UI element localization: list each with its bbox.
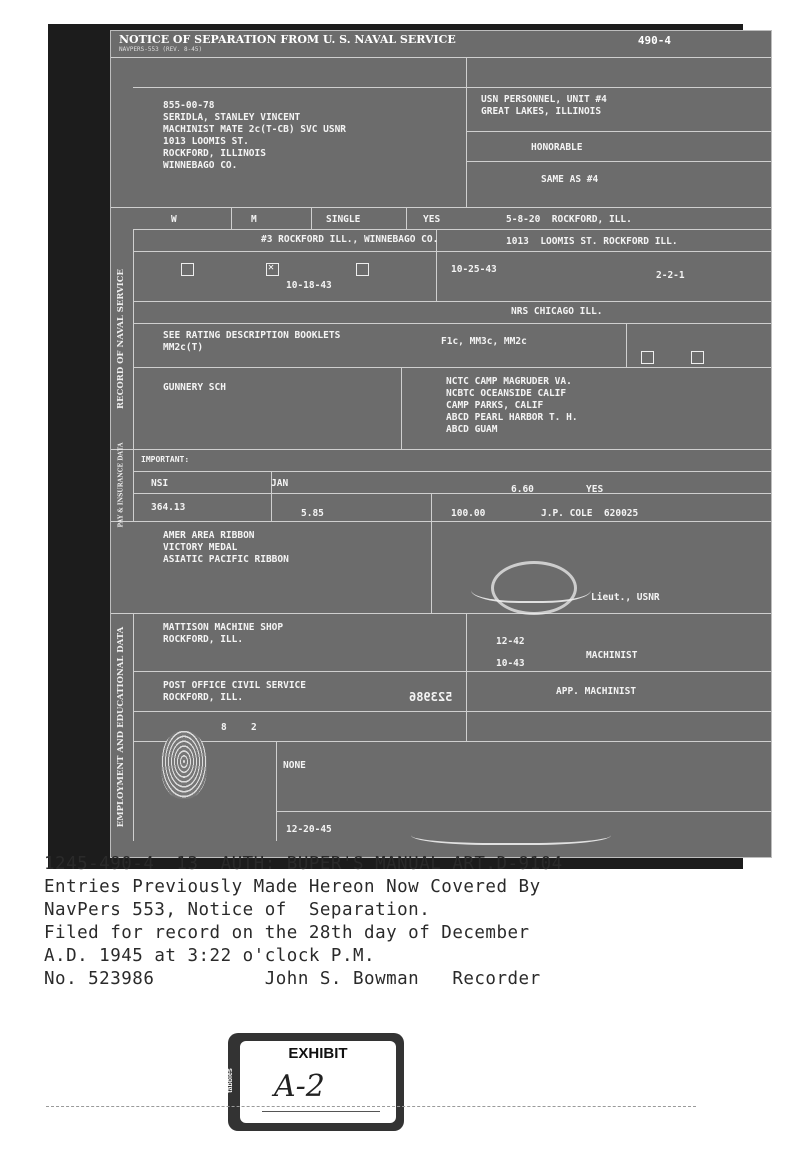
employment-address: SAME AS #4 [541,174,599,185]
job-preference-2: ROCKFORD, ILL. [163,692,244,703]
service-number: 855-00-78 [163,100,215,111]
checkbox-enlisted [266,263,279,276]
job-preference-1: POST OFFICE CIVIL SERVICE [163,680,306,691]
recorder-line-4: Filed for record on the 28th day of December [44,923,530,943]
marital-status: SINGLE [326,214,361,225]
form-header [111,31,771,58]
address-city: ROCKFORD, ILLINOIS [163,148,266,159]
home-at-entry: 1013 LOOMIS ST. ROCKFORD ILL. [506,236,678,247]
veteran-signature [411,821,611,845]
record-number-mirrored: 523986 [409,690,453,704]
last-employer-1: MATTISON MACHINE SHOP [163,622,284,633]
travel-allowance: 5.85 [301,508,324,519]
off-duty-education: NONE [283,760,306,771]
employed-from: 12-42 [496,636,525,647]
sex: M [251,214,257,225]
sidebar-naval-service: RECORD OF NAVAL SERVICE [111,229,134,449]
race: W [171,214,177,225]
station-2: NCBTC OCEANSIDE CALIF [446,388,567,399]
exhibit-underline [262,1111,380,1112]
separation-date: 12-20-45 [286,824,332,835]
veteran-name: SERIDLA, STANLEY VINCENT [163,112,301,123]
exhibit-heading: EXHIBIT [288,1045,348,1062]
sidebar-employment: EMPLOYMENT AND EDUCATIONAL DATA [111,613,134,841]
decoration-2: VICTORY MEDAL [163,542,238,553]
birth-date-place: 5-8-20 ROCKFORD, ILL. [506,214,632,225]
initial-mustering-pay: 100.00 [451,508,486,519]
right-index-fingerprint [161,731,207,799]
rating-code: MM2c(T) [163,342,204,353]
form-number: 490-4 [637,34,671,47]
decoration-1: AMER AREA RIBBON [163,530,255,541]
rate-rank: MACHINIST MATE 2c(T-CB) SVC USNR [163,124,347,135]
exhibit-value: A-2 [274,1069,325,1104]
entry-date: 10-18-43 [286,280,332,291]
total-payment: 364.13 [151,502,186,513]
net-service: 2-2-1 [656,270,685,281]
station-4: ABCD PEARL HARBOR T. H. [446,412,578,423]
checkbox-commissioned [356,263,369,276]
sidebar-pay-insurance: PAY & INSURANCE DATA [111,449,134,521]
rating-notes: SEE RATING DESCRIPTION BOOKLETS [163,330,341,341]
ratings-held: F1c, MM3c, MM2c [441,336,527,347]
high-school-years: 2 [251,722,257,733]
place-of-entry: NRS CHICAGO ILL. [511,306,603,317]
station-5: ABCD GUAM [446,424,498,435]
exhibit-sticker [228,1033,404,1131]
recorder-line-6: No. 523986 John S. Bowman Recorder [44,969,541,989]
signing-officer-rank: Lieut., USNR [591,592,660,603]
training-preference: APP. MACHINIST [556,686,637,697]
recorder-line-1: 1245-490-4 13 AUTH: BUPER'S MANUAL ART.D-9104 [44,854,563,874]
recorder-line-3: NavPers 553, Notice of Separation. [44,900,431,920]
form-title: NOTICE OF SEPARATION FROM U. S. NAVAL SERVICE [119,33,456,46]
employed-to: 10-43 [496,658,525,669]
notice-of-separation-form [110,30,772,858]
officer-signature [471,571,591,603]
station-3: CAMP PARKS, CALIF [446,400,544,411]
main-occupation: MACHINIST [586,650,638,661]
dashed-divider [46,1106,696,1107]
place-of-separation-2: GREAT LAKES, ILLINOIS [481,106,602,117]
address-street: 1013 LOOMIS ST. [163,136,249,147]
exhibit-brand: tabbies [226,1068,234,1093]
insurance-kind: NSI [151,478,169,489]
scanned-form-photo [48,24,743,869]
recorder-line-5: A.D. 1945 at 3:22 o'clock P.M. [44,946,376,966]
recorder-line-2: Entries Previously Made Hereon Now Covered By [44,877,541,897]
schools-completed: GUNNERY SCH [163,382,226,393]
registration-board: #3 ROCKFORD ILL., WINNEBAGO CO. [261,234,439,245]
checkbox-foreign-service-yes [691,351,704,364]
premium-amount: 6.60 [511,484,534,495]
place-of-separation-1: USN PERSONNEL, UNIT #4 [481,94,607,105]
citizen: YES [423,214,441,225]
address-county: WINNEBAGO CO. [163,160,238,171]
disbursing-officer: J.P. COLE 620025 [541,508,639,519]
character-of-separation: HONORABLE [531,142,583,153]
form-subtitle: NAVPERS-553 (REV. 8-45) [119,46,203,53]
important-notice: IMPORTANT: [141,455,190,464]
station-1: NCTC CAMP MAGRUDER VA. [446,376,572,387]
last-employer-2: ROCKFORD, ILL. [163,634,244,645]
grammar-school-years: 8 [221,722,227,733]
checkbox-inducted [181,263,194,276]
active-service-date: 10-25-43 [451,264,497,275]
decoration-3: ASIATIC PACIFIC RIBBON [163,554,289,565]
continue-insurance: YES [586,484,604,495]
premium-month: JAN [271,478,289,489]
checkbox-foreign-service-no [641,351,654,364]
